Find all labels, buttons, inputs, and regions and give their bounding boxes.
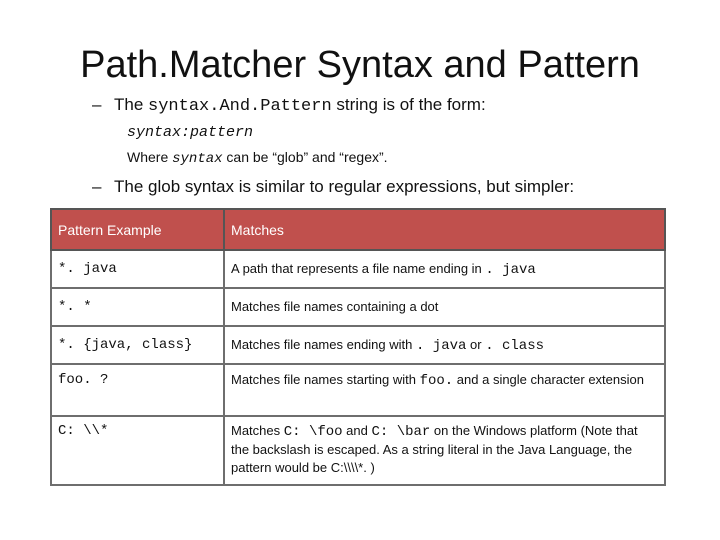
- matches-cell: [224, 288, 665, 326]
- bullet-syntax-form: [92, 95, 486, 116]
- slide-title: Path.Matcher Syntax and Pattern: [80, 44, 640, 86]
- pattern-table: [50, 208, 666, 486]
- matches-cell: [224, 416, 665, 485]
- pattern-cell: *. {java, class}: [51, 326, 224, 364]
- pattern-cell: *. *: [51, 288, 224, 326]
- where-text: can be “glob” and “regex”.: [222, 149, 388, 165]
- syntax-pattern-code: syntax:pattern: [127, 124, 254, 141]
- matches-code: foo.: [419, 373, 454, 389]
- header-matches: Matches: [224, 209, 665, 250]
- bullet-dash: –: [92, 177, 102, 196]
- matches-text: . ): [363, 460, 375, 475]
- matches-text: Matches file names ending with: [231, 336, 416, 352]
- matches-text: Matches file names containing a dot: [231, 299, 439, 314]
- table-row: [51, 416, 665, 485]
- pattern-cell: foo. ?: [51, 364, 224, 416]
- where-text: Where: [127, 149, 173, 165]
- bullet-code: syntax.And.Pattern: [148, 97, 332, 116]
- table-row: [51, 326, 665, 364]
- matches-text: and a single character extension: [453, 372, 644, 387]
- matches-text: on the Windows platform (Note that the backslash is escaped. As a string literal in the Java Language, the pattern would be: [231, 423, 638, 475]
- matches-cell: [224, 326, 665, 364]
- matches-text: and: [342, 423, 372, 438]
- matches-cell: [224, 250, 665, 288]
- pattern-cell: *. java: [51, 250, 224, 288]
- matches-code: . class: [485, 337, 545, 354]
- matches-cell: [224, 364, 665, 416]
- matches-text: or: [466, 336, 486, 352]
- matches-code: C: \bar: [371, 424, 431, 440]
- bullet-glob: [92, 177, 574, 197]
- table-row: [51, 364, 665, 416]
- matches-code: C:\\\\*: [330, 460, 364, 475]
- bullet-dash: –: [92, 95, 102, 114]
- matches-text: Matches file names starting with: [231, 372, 420, 387]
- header-pattern-example: Pattern Example: [51, 209, 224, 250]
- where-line: [127, 149, 388, 167]
- table-row: [51, 250, 665, 288]
- matches-code: . java: [415, 337, 467, 354]
- bullet-text: string is of the form:: [331, 95, 486, 114]
- table-header-row: [51, 209, 665, 250]
- matches-code: C: \foo: [283, 424, 343, 440]
- matches-text: Matches: [231, 423, 284, 438]
- table-row: [51, 288, 665, 326]
- matches-code: . java: [485, 261, 536, 278]
- bullet-text: The glob syntax is similar to regular expressions, but simpler:: [114, 177, 575, 196]
- where-code: syntax: [172, 151, 223, 167]
- matches-text: A path that represents a file name ending in: [231, 260, 486, 276]
- bullet-text: The: [114, 95, 149, 114]
- pattern-cell: C: \\*: [51, 416, 224, 485]
